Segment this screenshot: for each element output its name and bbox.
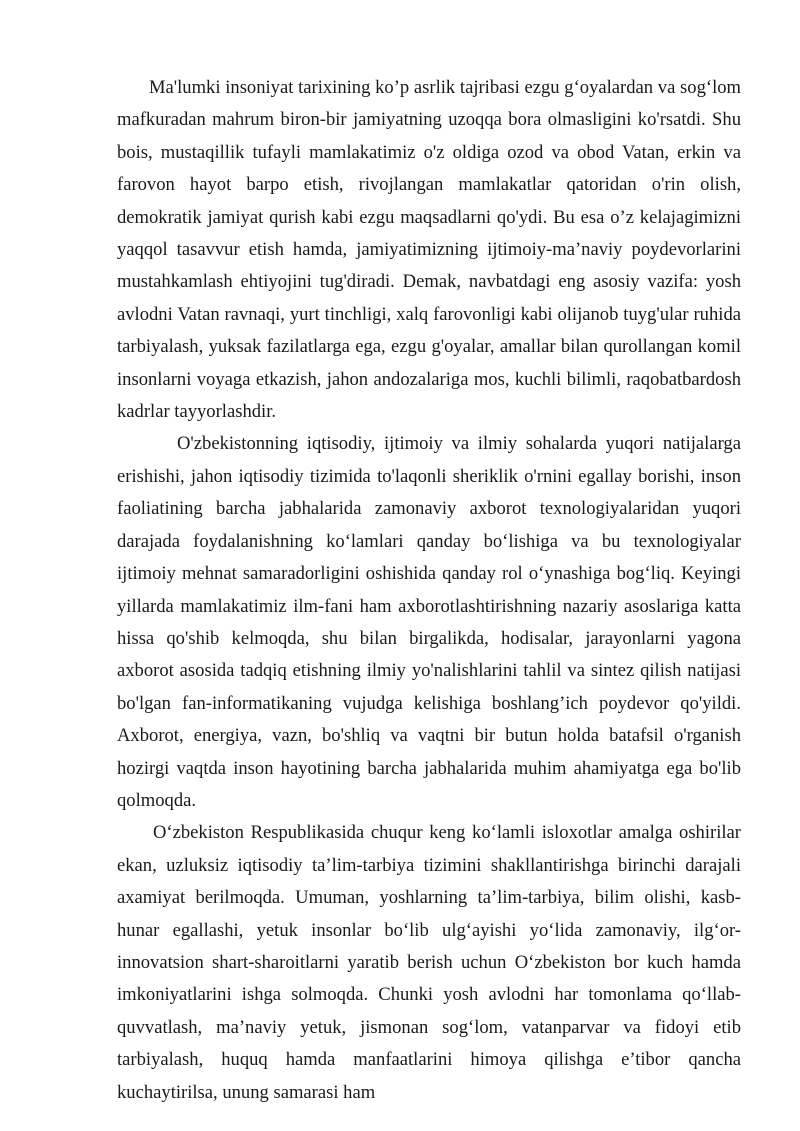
paragraph-reforms: O‘zbekiston Respublikasida chuqur keng ko‘lamli isloxotlar amalga oshirilar ekan, uzluksiz iqtisodiy ta’lim-tarbiya tizimini shakllantirishga birinchi darajali axamiyat berilmoqda. Umuman, yoshlarning ta’lim-tarbiya, bilim olishi, kasb-hunar egallashi, yetuk insonlar bo‘lib ulg‘ayishi yo‘lida zamonaviy, ilg‘or-innovatsion shart-sharoitlarni yaratib berish uchun O‘zbekiston bor kuch hamda imkoniyatlarini ishga solmoqda. Chunki yosh avlodni har tomonlama qo‘llab-quvvatlash, ma’naviy yetuk, jismonan sog‘lom, vatanparvar va fidoyi etib tarbiyalash, huquq hamda manfaatlarini himoya qilishga e’tibor qancha kuchaytirilsa, unung samarasi ham [117, 822, 741, 1103]
paragraph-intro: Ma'lumki insoniyat tarixining ko’p asrlik tajribasi ezgu g‘oyalardan va sog‘lom mafkuradan mahrum biron-bir jamiyatning uzoqqa bora olmasligini ko'rsatdi. Shu bois, mustaqillik tufayli mamlakatimiz o'z oldiga ozod va obod Vatan, erkin va farovon hayot barpo etish, rivojlangan mamlakatlar qatoridan o'rin olish, demokratik jamiyat qurish kabi ezgu maqsadlarni qo'ydi. Bu esa o’z kelajagimizni yaqqol tasavvur etish hamda, jamiyatimizning ijtimoiy-ma’naviy poydevorlarini mustahkamlash ehtiyojini tug'diradi. Demak, navbatdagi eng asosiy vazifa: yosh avlodni Vatan ravnaqi, yurt tinchligi, xalq farovonligi kabi olijanob tuyg'ular ruhida tarbiyalash, yuksak fazilatlarga ega, ezgu g'oyalar, amallar bilan qurollangan komil insonlarni voyaga etkazish, jahon andozalariga mos, kuchli bilimli, raqobatbardosh kadrlar tayyorlashdir. [117, 77, 741, 423]
paragraph-economy: O'zbekistonning iqtisodiy, ijtimoiy va ilmiy sohalarda yuqori natijalarga erishishi, jahon iqtisodiy tizimida to'laqonli sheriklik o'rnini egallay borishi, inson faoliatining barcha jabhalarida zamonaviy axborot texnologiyalaridan yuqori darajada foydalanishning ko‘lamlari qanday bo‘lishiga va bu texnologiyalar ijtimoiy mehnat samaradorligini oshishida qanday rol o‘ynashiga bog‘liq. Keyingi yillarda mamlakatimiz ilm-fani ham axborotlashtirishning nazariy asoslariga katta hissa qo'shib kelmoqda, shu bilan birgalikda, hodisalar, jarayonlarni yagona axborot asosida tadqiq etishning ilmiy yo'nalishlarini tahlil va sintez qilish natijasi bo'lgan fan-informatikaning vujudga kelishiga boshlang’ich poydevor qo'yildi. Axborot, energiya, vazn, bo'shliq va vaqtni bir butun holda batafsil o'rganish hozirgi vaqtda inson hayotining barcha jabhalarida muhim ahamiyatga ega bo'lib qolmoqda. [117, 433, 741, 811]
document-page [117, 72, 741, 1109]
